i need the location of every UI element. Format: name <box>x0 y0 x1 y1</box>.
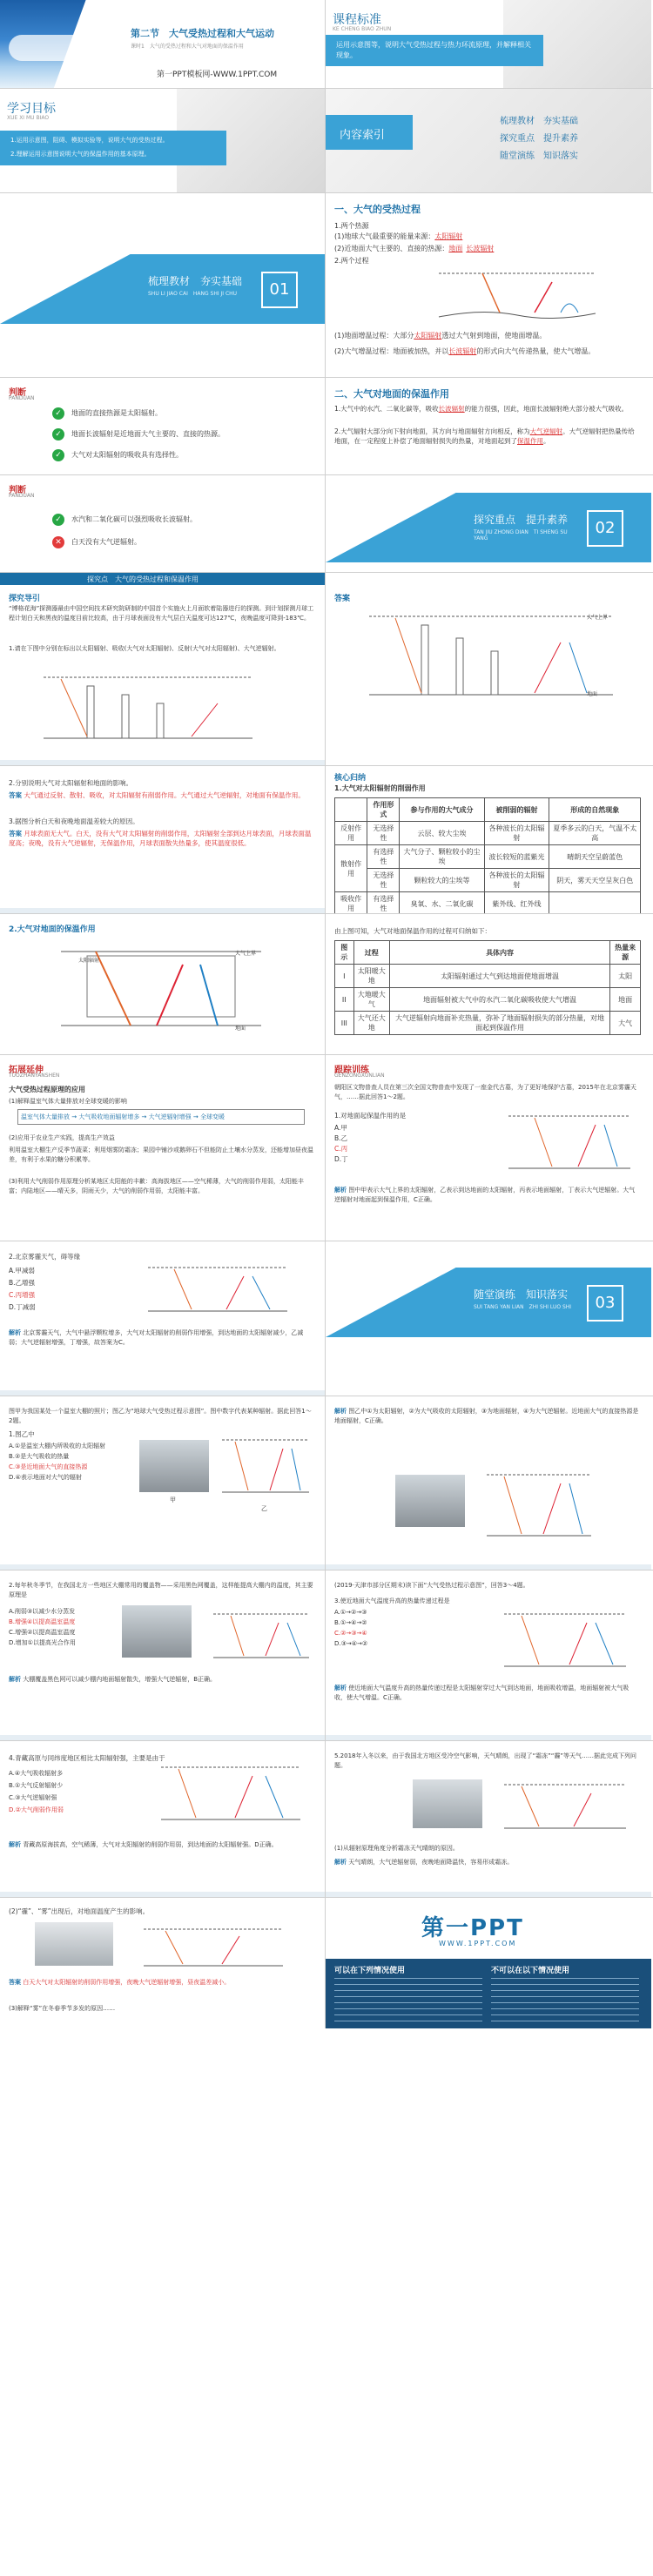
table-row <box>335 822 641 845</box>
tracking-option-b[interactable]: B.乙 <box>334 1134 348 1142</box>
extension-tag: 拓展延伸 <box>9 1066 44 1075</box>
judge-item-1 <box>52 407 162 420</box>
haze-analysis-text: 北京雾霾天气，大气中悬浮颗粒增多，大气对太阳辐射的削弱作用增强，到达地面的太阳辐射减少，乙减弱；大气逆辐射增强，丁增强，故答案为C。 <box>9 1329 304 1346</box>
greenhouse-q1: 1.图乙中 <box>9 1430 35 1438</box>
insulation-line-2-a: 2.大气辐射大部分向下射向地面，其方向与地面辐射方向相反，称为 <box>334 427 530 435</box>
row-7 <box>0 766 653 914</box>
table-cell: 波长较短的蓝紫光 <box>484 845 549 869</box>
greenhouse-photo <box>139 1440 209 1492</box>
table-header: 过程 <box>353 941 389 965</box>
brand-right-title: 不可以在以下情况使用 <box>491 1967 570 1975</box>
row-5 <box>0 475 653 573</box>
q2-text: 2.分别说明大气对太阳辐射和地面的影响。 <box>9 779 133 787</box>
judge-item-2-text: 地面长波辐射是近地面大气主要的、直接的热源。 <box>71 430 225 438</box>
q2-answer-text: 大气通过反射、散射、吸收，对太阳辐射有削弱作用。大气通过大气逆辐射，对地面有保温作用。 <box>24 791 305 799</box>
row-11 <box>0 1396 653 1570</box>
footer-strip <box>0 760 325 765</box>
table-cell: 太阳暖大地 <box>353 965 389 988</box>
slide-insulation-diagram <box>0 914 326 1054</box>
netting-option-d[interactable]: D.增加①以提高光合作用 <box>9 1639 76 1646</box>
heating-line-3 <box>334 244 494 253</box>
insulation-heading: 二、大气对地面的保温作用 <box>334 388 449 400</box>
table-header: 图示 <box>335 941 354 965</box>
slide-explore <box>0 573 326 765</box>
row-10 <box>0 1241 653 1396</box>
process-answer-2: 长波辐射 <box>448 347 477 355</box>
judge2-item-1 <box>52 514 197 526</box>
haze-analysis-label: 解析 <box>9 1329 21 1336</box>
table-cell: 各种波长的太阳辐射 <box>484 822 549 845</box>
footer-strip <box>0 908 325 913</box>
explore-sub: 探究导引 <box>9 595 41 603</box>
fog-question: (2)“霾”、“雾”出现后，对地面温度产生的影响。 <box>9 1907 150 1915</box>
goals-item-1: 1.运用示意图，阻碍、模拟实验等，说明大气的受热过程。 <box>10 137 169 144</box>
explore-diagram <box>35 669 261 756</box>
table-header-row <box>335 798 641 822</box>
tibet-question: 4.青藏高原与同纬度地区相比太阳辐射强，主要是由于 <box>9 1754 165 1762</box>
heating-answer-2: 地面 <box>448 245 463 252</box>
row-6 <box>0 573 653 766</box>
table-cell: 吸收作用 <box>335 892 367 914</box>
process-line-2 <box>334 346 639 357</box>
haze-option-d[interactable]: D.丁减弱 <box>9 1303 36 1311</box>
check-icon: ✓ <box>52 514 64 526</box>
table-row <box>335 892 641 914</box>
row-13 <box>0 1741 653 1898</box>
tianjin-analysis-label: 解析 <box>334 1685 347 1692</box>
explore-header: 探究点 大气的受热过程和保温作用 <box>87 575 199 583</box>
greenhouse-option-d[interactable]: D.④表示地面对大气的辐射 <box>9 1474 82 1481</box>
goals-title: 学习目标 <box>7 102 56 116</box>
brand-right-lines <box>491 1978 639 2021</box>
table-row <box>335 845 641 869</box>
insulation-answer-1: 长波辐射 <box>438 405 465 413</box>
q3-answer-text: 月球表面无大气。白天，没有大气对太阳辐射的削弱作用，太阳辐射全部到达月球表面，月球表面温度高；夜晚，没有大气逆辐射，无保温作用，月球表面散失热量多，使其温度很低。 <box>9 830 312 847</box>
footer-strip <box>326 1892 651 1897</box>
heating-answer-3: 长波辐射 <box>466 245 495 252</box>
tianjin-option-d[interactable]: D.③→④→② <box>334 1640 368 1647</box>
goals-title-en: XUE XI MU BIAO <box>7 115 50 121</box>
brand-logo: 第一PPT <box>421 1915 524 1941</box>
frost-sub: (1)从辐射原理角度分析霜冻天气晴朗的原因。 <box>334 1845 459 1852</box>
slide-heating-process <box>326 193 651 377</box>
slide-q4-tibet <box>0 1741 326 1897</box>
fog-answer-text: 白天大气对太阳辐射的削弱作用增强，夜晚大气逆辐射增强，昼夜温差减小。 <box>23 1979 231 1986</box>
tracking-option-a[interactable]: A.甲 <box>334 1124 347 1132</box>
tracking-diagram <box>500 1107 639 1177</box>
netting-diagram <box>209 1605 313 1666</box>
slide-insulation <box>326 378 651 474</box>
table-cell: 臭氧、水、二氧化碳 <box>400 892 484 914</box>
netting-photo <box>122 1605 192 1658</box>
section-01-title: 梳理教材 夯实基础 <box>148 275 243 287</box>
fog-photo <box>35 1922 113 1966</box>
tibet-option-d[interactable]: D.②大气削弱作用弱 <box>9 1806 64 1813</box>
haze-diagram <box>139 1259 296 1320</box>
insulation-line-2 <box>334 427 641 446</box>
table-cell: 云层、较大尘埃 <box>400 822 484 845</box>
slide-curriculum <box>326 0 651 88</box>
tracking-q1: 1.对地面起保温作用的是 <box>334 1112 407 1120</box>
heating-line-2-text: (1)地球大气最重要的能量来源： <box>334 232 435 240</box>
frost-analysis-text: 天气晴朗，大气逆辐射弱，夜晚地面降温快，容易形成霜冻。 <box>348 1859 514 1866</box>
row-4 <box>0 378 653 475</box>
tracking-analysis-text: 图中甲表示大气上界的太阳辐射，乙表示到达地面的太阳辐射，丙表示地面辐射，丁表示大气逆辐射。大气逆辐射对地面起到保温作用，C正确。 <box>334 1187 636 1203</box>
slide-questions-2-3 <box>0 766 326 913</box>
table-cell: 颗粒较大的尘埃等 <box>400 869 484 892</box>
tianjin-option-c[interactable]: C.②→③→④ <box>334 1630 367 1637</box>
core-sub: 1.大气对太阳辐射的削弱作用 <box>334 784 426 792</box>
tracking-tag-sub: GENZONGXUNLIAN <box>334 1073 385 1079</box>
diagram-label-sun: 太阳辐射 <box>78 958 100 964</box>
curriculum-title: 课程标准 <box>333 13 381 27</box>
table-header: 参与作用的大气成分 <box>400 798 484 822</box>
weakening-table <box>334 797 641 913</box>
slide-judge-2 <box>0 475 326 572</box>
table-cell: 大地暖大气 <box>353 988 389 1012</box>
slide-answer-diagram <box>326 573 651 765</box>
table-cell: 无选择性 <box>367 822 400 845</box>
table-cell: 太阳辐射通过大气到达地面使地面增温 <box>389 965 609 988</box>
brand-url: WWW.1PPT.COM <box>439 1940 517 1947</box>
judge2-item-2-text: 白天没有大气逆辐射。 <box>71 538 141 546</box>
brand-left-title: 可以在下列情况使用 <box>334 1967 406 1975</box>
haze-analysis <box>9 1328 315 1348</box>
frost-photo <box>413 1779 482 1828</box>
curriculum-title-en: KE CHENG BIAO ZHUN <box>333 26 392 32</box>
tracking-option-c[interactable]: C.丙 <box>334 1145 348 1153</box>
slide-q2-netting <box>0 1570 326 1740</box>
slide-goals <box>0 89 326 192</box>
frost-analysis-label: 解析 <box>334 1859 347 1866</box>
greenhouse-option-a[interactable]: A.①是温室大棚内所吸收的太阳辐射 <box>9 1443 106 1449</box>
greenhouse-option-b[interactable]: B.②是大气吸收的热量 <box>9 1453 70 1460</box>
section-title: 第二节 大气受热过程和大气运动 <box>131 28 274 39</box>
tracking-tag: 跟踪训练 <box>334 1066 369 1075</box>
tibet-option-b[interactable]: B.①大气反射辐射少 <box>9 1782 64 1789</box>
footer-strip <box>0 1892 325 1897</box>
judge-item-2 <box>52 428 225 441</box>
row-3 <box>0 193 653 378</box>
table-row <box>335 965 641 988</box>
greenhouse-option-c[interactable]: C.③是近地面大气的直接热源 <box>9 1463 88 1470</box>
slide-index <box>326 89 651 192</box>
table-cell: II <box>335 988 354 1012</box>
judge2-tag: 判断 <box>9 486 26 495</box>
fog-sub: (3)解释“雾”在冬春季节多发的原因…… <box>9 2005 116 2012</box>
table-cell: 有选择性 <box>367 845 400 869</box>
insulation-line-1 <box>334 404 641 414</box>
extension-line-4: (3)利用大气削弱作用原理分析某地区太阳能的丰歉：高海拔地区——空气稀薄，大气的削弱作用弱，太阳能丰富；内陆地区——晴天多，阴雨天少，大气的削弱作用弱，太阳能丰富。 <box>9 1178 304 1194</box>
footer-strip <box>326 1564 651 1570</box>
explore-question: 1.请在下图中分别在标出以太阳辐射、吸收(大气对太阳辐射)、反射(大气对太阳辐射)、大气逆辐射。 <box>9 645 280 652</box>
fog-answer <box>9 1978 315 1987</box>
footer-strip <box>0 1735 325 1740</box>
table-cell: 晴朗天空呈蔚蓝色 <box>549 845 641 869</box>
table-cell: 有选择性 <box>367 892 400 914</box>
slide-tianjin-q <box>326 1570 651 1740</box>
judge-tag-sub: PANDUAN <box>9 395 35 401</box>
section-03-title: 随堂演练 知识落实 <box>474 1288 569 1301</box>
tianjin-diagram <box>500 1605 630 1675</box>
heating-heading: 一、大气的受热过程 <box>334 204 421 215</box>
tibet-option-c[interactable]: C.③大气逆辐射强 <box>9 1794 57 1801</box>
table-header: 热量来源 <box>610 941 641 965</box>
row-2 <box>0 89 653 193</box>
row-14 <box>0 1898 653 2028</box>
slide-greenhouse-q <box>0 1396 326 1570</box>
greenhouse-label-b: 乙 <box>261 1505 267 1512</box>
slide-core-summary <box>326 766 651 913</box>
table-row <box>335 869 641 892</box>
table-cell: 大气 <box>610 1012 641 1035</box>
table-header: 形成的自然现象 <box>549 798 641 822</box>
heating-line-1: 1.两个热源 <box>334 222 369 230</box>
table-header: 被削弱的辐射 <box>484 798 549 822</box>
greenhouse-diagram-2 <box>482 1466 596 1544</box>
slide-section-01 <box>0 193 326 377</box>
q3-text: 3.据图分析白天和夜晚地面温差较大的原因。 <box>9 817 139 825</box>
table-cell: 阴天，雾天天空呈灰白色 <box>549 869 641 892</box>
answer-diagram-label-6: 地面 <box>587 691 598 697</box>
table-cell: I <box>335 965 354 988</box>
greenhouse-analysis <box>334 1407 641 1426</box>
insulation-diagram-title: 2.大气对地面的保温作用 <box>9 925 96 934</box>
table-header: 具体内容 <box>389 941 609 965</box>
table-cell: 反射作用 <box>335 822 367 845</box>
greenhouse-question: 图甲为我国某处一个温室大棚的照片；图乙为“地球大气受热过程示意图”。图中数字代表某种辐射。据此回答1～2题。 <box>9 1408 312 1424</box>
cross-icon: ✕ <box>52 536 64 548</box>
section-01-title-en: SHU LI JIAO CAI HANG SHI JI CHU <box>148 291 238 297</box>
tianjin-q3: 3.使近地面大气温度升高的热量传递过程是 <box>334 1597 450 1604</box>
judge-item-3 <box>52 449 183 461</box>
insulation-line-2-c: 。 <box>543 437 550 445</box>
heating-diagram <box>430 265 604 326</box>
slide-insulation-table <box>326 914 651 1054</box>
netting-option-a[interactable]: A.削弱③以减少水分蒸发 <box>9 1608 76 1615</box>
q3-answer <box>9 829 315 848</box>
process-line-2-b: 的形式向大气传递热量，使大气增温。 <box>476 347 596 355</box>
answer-diagram <box>360 599 622 712</box>
watermark: 第一PPT模板网-WWW.1PPT.COM <box>157 71 278 79</box>
netting-option-c[interactable]: C.增强②以提高温室温度 <box>9 1629 76 1636</box>
table-cell: 夏季多云的白天，气温不太高 <box>549 822 641 845</box>
tracking-analysis-label: 解析 <box>334 1187 347 1194</box>
process-line-1-a: (1)地面增温过程：大部分 <box>334 332 414 340</box>
heating-answer-1: 太阳辐射 <box>434 232 463 240</box>
slide-brand <box>326 1898 651 2028</box>
frost-diagram <box>500 1776 630 1837</box>
insulation-line-1-a: 1.大气中的水汽、二氧化碳等，吸收 <box>334 405 439 413</box>
tracking-option-d[interactable]: D.丁 <box>334 1155 348 1163</box>
table-cell: 地面 <box>610 988 641 1012</box>
index-item-2[interactable]: 探究重点 提升素养 <box>500 134 578 144</box>
q3-answer-label: 答案 <box>9 830 22 837</box>
insulation-answer-2: 大气逆辐射 <box>529 427 563 435</box>
slide-section-02 <box>326 475 651 572</box>
row-8 <box>0 914 653 1055</box>
section-01-number-box: 01 <box>261 272 298 308</box>
netting-question: 2.每年秋冬季节，在我国北方一些地区大棚常用的覆盖物——采用黑色网覆盖，这样能提高大棚内的温度，其主要原理是 <box>9 1582 313 1598</box>
q2-answer-label: 答案 <box>9 791 22 799</box>
tianjin-analysis-text: 使近地面大气温度升高的热量传递过程是太阳辐射穿过大气到达地面，地面吸收增温，地面辐射被大气吸收，使大气增温。C正确。 <box>334 1685 629 1701</box>
footer-strip <box>0 1390 325 1396</box>
heating-line-4: 2.两个过程 <box>334 257 369 265</box>
table-row <box>335 988 641 1012</box>
judge-tag: 判断 <box>9 388 26 398</box>
table-header <box>335 798 367 822</box>
slide-haze-fog <box>0 1898 326 2028</box>
judge2-tag-sub: PANDUAN <box>9 493 35 499</box>
tibet-analysis-label: 解析 <box>9 1841 21 1848</box>
table-row <box>335 1012 641 1035</box>
greenhouse-analysis-label: 解析 <box>334 1408 347 1415</box>
table-cell: 散射作用 <box>335 845 367 892</box>
extension-title: 大气受热过程原理的应用 <box>9 1086 85 1093</box>
netting-analysis-label: 解析 <box>9 1676 21 1683</box>
section-03-number-box: 03 <box>587 1285 623 1322</box>
process-line-1 <box>334 331 639 341</box>
table-cell: 地面辐射被大气中的水汽二氧化碳吸收使大气增温 <box>389 988 609 1012</box>
judge-item-3-text: 大气对太阳辐射的吸收具有选择性。 <box>71 451 183 459</box>
table-header: 作用形式 <box>367 798 400 822</box>
tianjin-option-b[interactable]: B.①→④→② <box>334 1619 367 1626</box>
slide-q2-haze <box>0 1241 326 1396</box>
tianjin-option-a[interactable]: A.①→②→③ <box>334 1609 367 1616</box>
table-header-row <box>335 941 641 965</box>
q2-answer <box>9 790 315 800</box>
table-cell: 大气还大地 <box>353 1012 389 1035</box>
index-heading: 内容索引 <box>340 129 386 142</box>
footer-strip <box>0 1564 325 1570</box>
tianjin-question: (2019·天津市部分区期末)读下面“大气受热过程示意图”，回答3～4题。 <box>334 1582 529 1589</box>
diagram-label-top: 大气上界 <box>235 951 257 957</box>
netting-option-b[interactable]: B.增强④以提高温室温度 <box>9 1618 76 1625</box>
table-cell: 各种波长的太阳辐射 <box>484 869 549 892</box>
row-9 <box>0 1055 653 1241</box>
answer-diagram-label-1: 大气上界 <box>587 615 609 621</box>
table-cell: 大气分子、颗粒较小的尘埃 <box>400 845 484 869</box>
heating-line-2 <box>334 232 462 241</box>
tibet-analysis-text: 青藏高原海拔高，空气稀薄，大气对太阳辐射的削弱作用弱，到达地面的太阳辐射强。D正确。 <box>23 1841 278 1848</box>
answer-label: 答案 <box>334 595 351 603</box>
netting-analysis <box>9 1675 315 1685</box>
process-line-1-b: 透过大气射到地面，使地面增温。 <box>441 332 547 340</box>
insulation-line-1-b: 的能力很强，因此，地面长波辐射绝大部分被大气吸收。 <box>464 405 629 413</box>
greenhouse-diagram <box>218 1431 313 1501</box>
insulation-intro: 由上图可知，大气对地面保温作用的过程可归纳如下： <box>334 927 491 935</box>
insulation-process-table <box>334 940 641 1035</box>
check-icon: ✓ <box>52 449 64 461</box>
judge-item-1-text: 地面的直接热源是太阳辐射。 <box>71 409 162 417</box>
curriculum-text: 运用示意图等，说明大气受热过程与热力环流原理，并解释相关现象。 <box>336 41 531 59</box>
haze-option-a[interactable]: A.甲减弱 <box>9 1267 35 1275</box>
explore-text: “博格花海”探测器最由中国空间技术研究院研制的中国首个实施火上月面软着陆器进行的探测。到计划探测月球工程计划白天和黑夜的温度目前比较高，由于月球表面没有大气层白天温度可达127℃，夜晚温度可降到-183℃。 <box>9 605 314 622</box>
table-cell <box>549 892 641 914</box>
slide-section-03 <box>326 1241 651 1396</box>
table-cell: 大气逆辐射向地面补充热量，弥补了地面辐射损失的部分热量，对地面起到保温作用 <box>389 1012 609 1035</box>
row-1 <box>0 0 653 89</box>
tianjin-analysis <box>334 1684 641 1703</box>
slide-extension <box>0 1055 326 1241</box>
judge2-item-2 <box>52 536 141 548</box>
process-answer-1: 太阳辐射 <box>414 332 442 340</box>
slide-tracking <box>326 1055 651 1241</box>
slide-greenhouse-analysis <box>326 1396 651 1570</box>
slide-cover <box>0 0 326 88</box>
extension-line-1: (1)解释温室气体大量排放对全球变暖的影响 <box>9 1098 127 1105</box>
insulation-answer-3: 保温作用 <box>517 437 543 445</box>
core-title: 核心归纳 <box>334 774 367 783</box>
section-02-number-box: 02 <box>587 510 623 547</box>
frost-question: 5.2018年入冬以来，由于我国北方地区受冷空气影响，天气晴朗，出现了“霜冻”“霾”等天气……据此完成下列问题。 <box>334 1752 636 1769</box>
section-02-title: 探究重点 提升素养 <box>474 514 569 526</box>
netting-analysis-text: 大棚覆盖黑色网可以减少棚内地面辐射散失，增强大气逆辐射，B正确。 <box>23 1676 217 1683</box>
greenhouse-photo-2 <box>395 1475 465 1527</box>
index-item-1[interactable]: 梳理教材 夯实基础 <box>500 117 578 126</box>
section-03-title-en: SUI TANG YAN LIAN ZHI SHI LUO SHI <box>474 1304 572 1310</box>
table-cell: 太阳 <box>610 965 641 988</box>
section-subtitle: 课时1 大气的受热过程和大气对地面的保温作用 <box>131 44 244 50</box>
extension-line-3: 利用温室大棚生产反季节蔬菜；利用烟雾防霜冻；果园中铺沙或鹅卵石不但能防止土壤水分蒸发，还能增加昼夜温差，有利于水果的糖分积累等。 <box>9 1147 313 1163</box>
tibet-analysis <box>9 1840 315 1850</box>
haze-option-c[interactable]: C.丙增强 <box>9 1291 36 1299</box>
table-cell: III <box>335 1012 354 1035</box>
haze-question: 2.北京雾霾天气，碍等缘 <box>9 1253 81 1261</box>
extension-line-2: (2)应用于农业生产实践，提高生产效益 <box>9 1134 115 1141</box>
extension-flow: 温室气体大量排放 → 大气吸收地面辐射增多 → 大气逆辐射增强 → 全球变暖 <box>17 1109 305 1125</box>
judge2-item-1-text: 水汽和二氧化碳可以强烈吸收长波辐射。 <box>71 515 197 523</box>
check-icon: ✓ <box>52 428 64 441</box>
index-item-3[interactable]: 随堂演练 知识落实 <box>500 151 578 161</box>
tracking-question: 朝阳区文物普查人员在第三次全国文物普查中发现了一座金代古墓，为了更好地保护古墓，2015年在北京雾霾天气，……据此回答1～2题。 <box>334 1084 636 1100</box>
haze-option-b[interactable]: B.乙增强 <box>9 1279 36 1287</box>
insulation-line-2-b: 。大气逆辐射把热量传给地面，在一定程度上补偿了地面辐射损失的热量，对地面起到了 <box>334 427 635 445</box>
table-cell: 无选择性 <box>367 869 400 892</box>
greenhouse-analysis-text: 图乙中①为太阳辐射，②为大气吸收的太阳辐射，③为地面辐射，④为大气逆辐射。近地面大气的直接热源是地面辐射，C正确。 <box>334 1408 639 1424</box>
process-line-2-a: (2)大气增温过程：地面被加热，并以 <box>334 347 449 355</box>
tibet-option-a[interactable]: A.④大气吸收辐射多 <box>9 1770 64 1777</box>
diagram-label-ground: 地面 <box>235 1026 246 1032</box>
table-cell: 紫外线、红外线 <box>484 892 549 914</box>
brand-left-lines <box>334 1978 482 2021</box>
slide-judge-1 <box>0 378 326 474</box>
check-icon: ✓ <box>52 407 64 420</box>
fog-answer-label: 答案 <box>9 1979 21 1986</box>
footer-strip <box>326 1735 651 1740</box>
greenhouse-label-a: 甲 <box>170 1497 176 1503</box>
slide-q5-frost <box>326 1741 651 1897</box>
row-12 <box>0 1570 653 1741</box>
heating-line-3-text: (2)近地面大气主要的、直接的热源： <box>334 245 449 252</box>
goals-item-2: 2.理解运用示意图说明大气的保温作用的基本原理。 <box>10 151 151 158</box>
tibet-diagram <box>157 1759 305 1828</box>
fog-diagram <box>139 1922 287 1971</box>
frost-analysis <box>334 1858 641 1867</box>
extension-tag-sub: TUOZHANYANSHEN <box>9 1073 60 1079</box>
tracking-analysis <box>334 1186 641 1205</box>
section-02-title-en: TAN JIU ZHONG DIAN TI SHENG SU YANG <box>474 529 568 541</box>
